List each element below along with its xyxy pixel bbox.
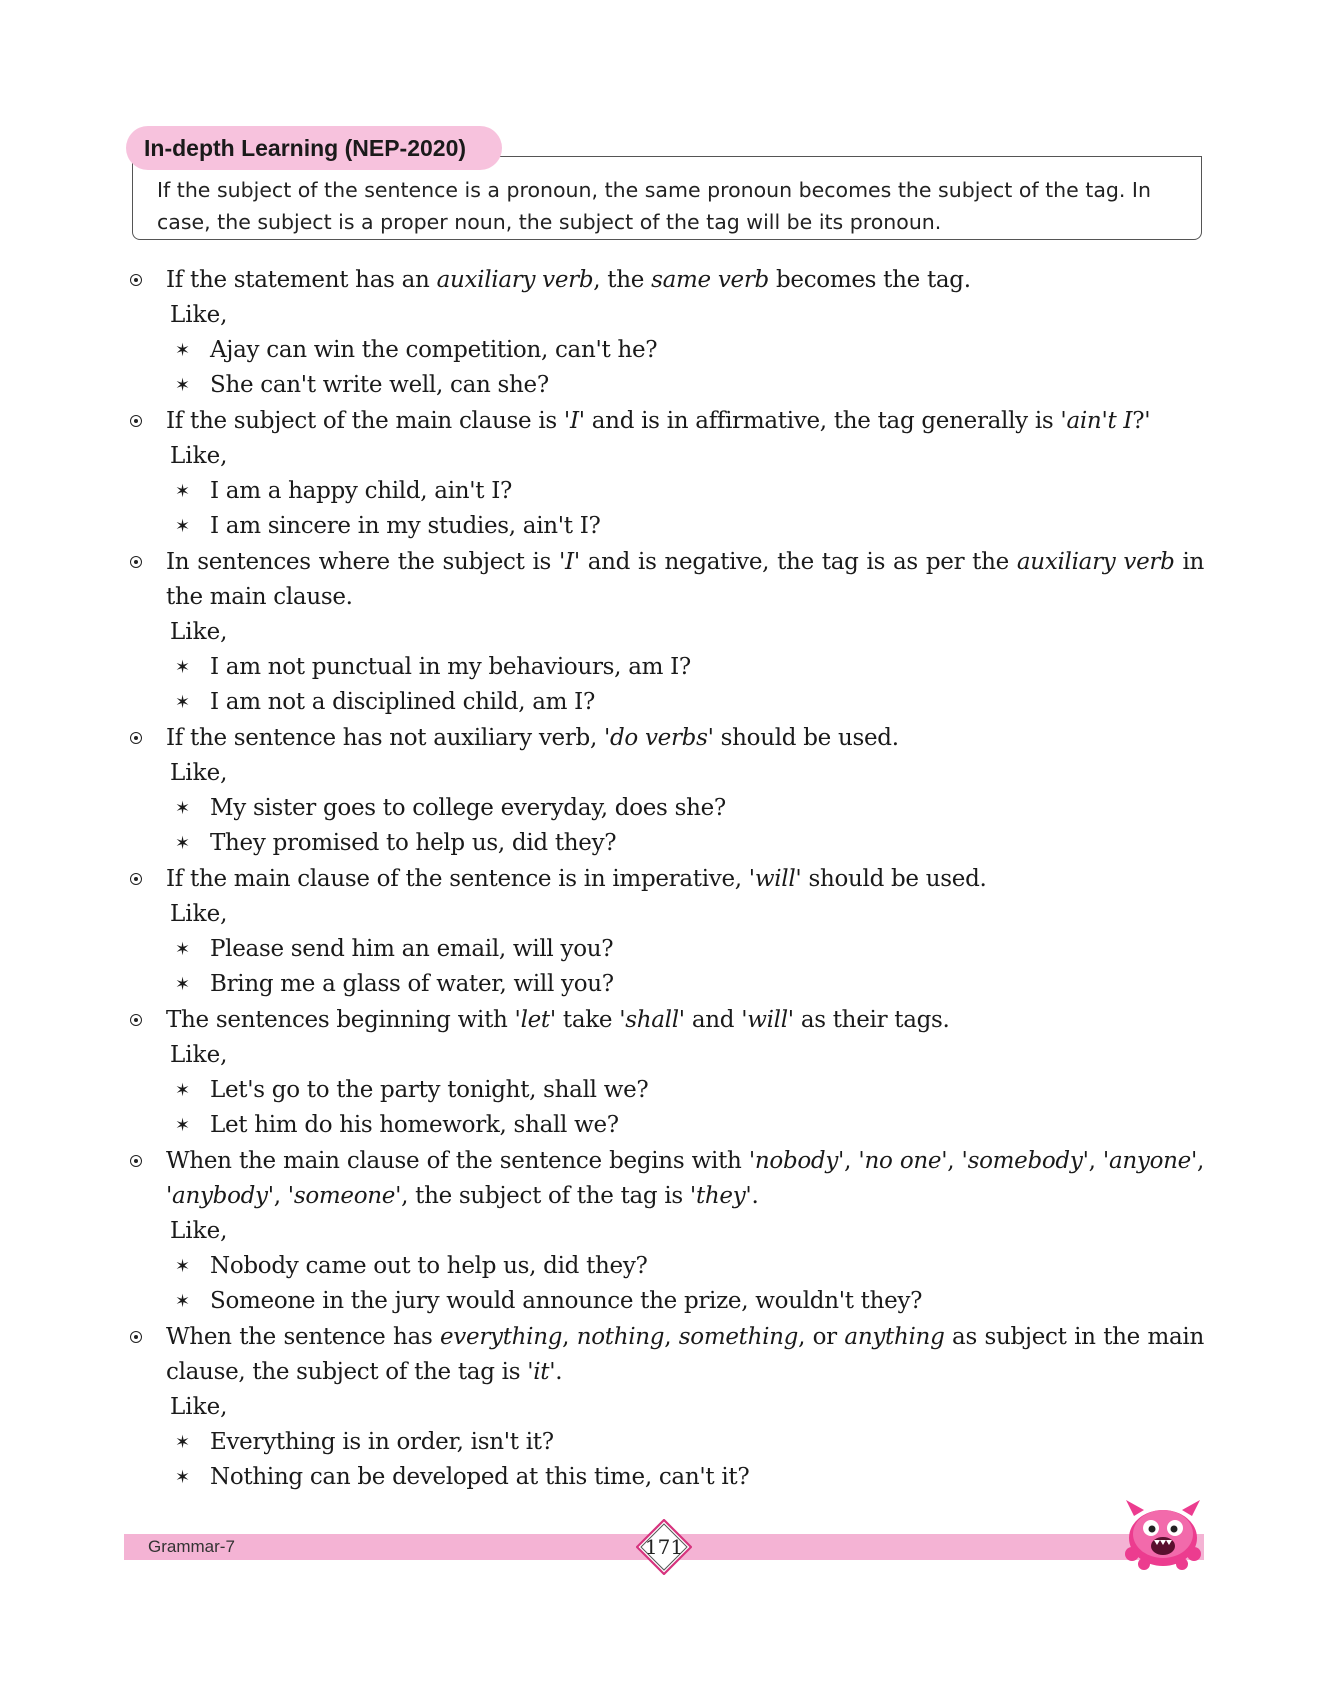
circle-dot-bullet-icon — [130, 1331, 142, 1343]
example-text: Everything is in order, isn't it? — [210, 1429, 554, 1455]
example-item — [124, 333, 1204, 368]
star-bullet-icon: ✶ — [175, 516, 190, 537]
star-bullet-icon: ✶ — [175, 1432, 190, 1453]
example-text: I am sincere in my studies, ain't I? — [210, 513, 601, 539]
rule-emphasis: auxiliary verb — [436, 267, 594, 293]
rule-emphasis: anyone — [1108, 1148, 1191, 1174]
example-item — [124, 474, 1204, 509]
rule-text-segment: , — [664, 1324, 679, 1350]
footer-book-title: Grammar-7 — [148, 1537, 235, 1556]
like-label: Like, — [170, 901, 228, 927]
example-text: My sister goes to college everyday, does she? — [210, 795, 726, 821]
like-label: Like, — [170, 443, 228, 469]
rule-text — [166, 721, 1204, 756]
example-item — [124, 509, 1204, 544]
like-label: Like, — [170, 302, 228, 328]
rule-emphasis: somebody — [967, 1148, 1083, 1174]
rule-emphasis: it — [533, 1359, 550, 1385]
rule-text-segment: ' should be used. — [795, 866, 987, 892]
pink-monster-mascot-icon — [1118, 1494, 1208, 1570]
rule-emphasis: nobody — [754, 1148, 839, 1174]
rule-emphasis: auxiliary verb — [1016, 549, 1175, 575]
rule-text-segment: If the statement has an — [166, 267, 437, 293]
like-label: Like, — [170, 1394, 228, 1420]
example-item — [124, 967, 1204, 1002]
rule-text-segment: ' and ' — [678, 1007, 748, 1033]
like-label: Like, — [170, 1218, 228, 1244]
star-bullet-icon: ✶ — [175, 1291, 190, 1312]
rule-text-segment: When the sentence has — [166, 1324, 440, 1350]
star-bullet-icon: ✶ — [175, 1256, 190, 1277]
example-text: Please send him an email, will you? — [210, 936, 614, 962]
rule-text — [166, 1320, 1204, 1390]
rule-text — [166, 1003, 1204, 1038]
example-text: I am not a disciplined child, am I? — [210, 689, 595, 715]
example-item — [124, 368, 1204, 403]
rule-text-segment: '. — [549, 1359, 563, 1385]
rule-text-segment: , the — [593, 267, 652, 293]
rule-text-segment: ' and is in affirmative, the tag generally is ' — [578, 408, 1067, 434]
rule-text-segment: If the sentence has not auxiliary verb, ' — [166, 725, 610, 751]
rule-text-segment: The sentences beginning with ' — [166, 1007, 521, 1033]
rule-text — [166, 1144, 1204, 1214]
example-text: They promised to help us, did they? — [210, 830, 617, 856]
rule-text-segment: When the main clause of the sentence begins with ' — [166, 1148, 755, 1174]
example-item — [124, 1460, 1204, 1495]
example-text: Someone in the jury would announce the prize, wouldn't they? — [210, 1288, 923, 1314]
rule-emphasis: nothing — [576, 1324, 665, 1350]
example-item — [124, 1108, 1204, 1143]
rules-list — [124, 262, 1204, 1495]
example-text: Let him do his homework, shall we? — [210, 1112, 619, 1138]
rule-text-segment: In sentences where the subject is ' — [166, 549, 566, 575]
example-text: Bring me a glass of water, will you? — [210, 971, 614, 997]
rule-emphasis: do verbs — [609, 725, 708, 751]
circle-dot-bullet-icon — [130, 1155, 142, 1167]
rule-emphasis: ain't I — [1066, 408, 1133, 434]
rule-text — [166, 263, 1204, 298]
rule-text — [166, 545, 1204, 615]
example-text: She can't write well, can she? — [210, 372, 549, 398]
rule-emphasis: let — [520, 1007, 550, 1033]
star-bullet-icon: ✶ — [175, 939, 190, 960]
example-text: Nobody came out to help us, did they? — [210, 1253, 648, 1279]
circle-dot-bullet-icon — [130, 1014, 142, 1026]
star-bullet-icon: ✶ — [175, 1467, 190, 1488]
page-number: 171 — [644, 1535, 684, 1559]
rule-emphasis: I — [565, 549, 574, 575]
rule-text-segment: ' take ' — [549, 1007, 626, 1033]
rule-item — [124, 263, 1204, 298]
rule-item — [124, 721, 1204, 756]
rule-text-segment: '. — [745, 1183, 759, 1209]
star-bullet-icon: ✶ — [175, 798, 190, 819]
rule-emphasis: everything — [440, 1324, 563, 1350]
like-label: Like, — [170, 1042, 228, 1068]
rule-item — [124, 1320, 1204, 1390]
rule-text-segment: as subject in the main clause, the subject of the tag is ' — [166, 1324, 1205, 1385]
circle-dot-bullet-icon — [130, 732, 142, 744]
rule-item — [124, 1144, 1204, 1214]
example-item — [124, 685, 1204, 720]
rule-text-segment: , or — [798, 1324, 845, 1350]
example-text: I am not punctual in my behaviours, am I? — [210, 654, 691, 680]
example-item — [124, 826, 1204, 861]
example-text: I am a happy child, ain't I? — [210, 478, 513, 504]
nep-body-text: If the subject of the sentence is a pronoun, the same pronoun becomes the subject of the tag. In case, the subject is a proper noun, the subject of the tag will be its pronoun. — [157, 178, 1151, 234]
rule-text-segment: ', ' — [267, 1183, 294, 1209]
example-text: Let's go to the party tonight, shall we? — [210, 1077, 649, 1103]
example-item — [124, 791, 1204, 826]
star-bullet-icon: ✶ — [175, 340, 190, 361]
rule-text-segment: , — [562, 1324, 577, 1350]
rule-emphasis: anybody — [172, 1183, 268, 1209]
example-item — [124, 1073, 1204, 1108]
rule-text — [166, 404, 1204, 439]
circle-dot-bullet-icon — [130, 556, 142, 568]
example-item — [124, 1249, 1204, 1284]
rule-emphasis: I — [569, 408, 579, 434]
star-bullet-icon: ✶ — [175, 1115, 190, 1136]
rule-text-segment: becomes the tag. — [768, 267, 971, 293]
rule-text-segment: ', ' — [166, 1148, 1204, 1209]
rule-text-segment: ' should be used. — [707, 725, 899, 751]
rule-text-segment: ', ' — [838, 1148, 865, 1174]
example-text: Nothing can be developed at this time, can't it? — [210, 1464, 750, 1490]
circle-dot-bullet-icon — [130, 873, 142, 885]
example-text: Ajay can win the competition, can't he? — [210, 337, 658, 363]
star-bullet-icon: ✶ — [175, 375, 190, 396]
star-bullet-icon: ✶ — [175, 657, 190, 678]
rule-emphasis: shall — [625, 1007, 679, 1033]
nep-section-title: In-depth Learning (NEP-2020) — [126, 126, 502, 170]
rule-item — [124, 1003, 1204, 1038]
star-bullet-icon: ✶ — [175, 481, 190, 502]
rule-item — [124, 404, 1204, 439]
example-item — [124, 1425, 1204, 1460]
rule-text-segment: ' as their tags. — [787, 1007, 950, 1033]
star-bullet-icon: ✶ — [175, 833, 190, 854]
star-bullet-icon: ✶ — [175, 1080, 190, 1101]
rule-emphasis: no one — [864, 1148, 942, 1174]
rule-text-segment: ', ' — [941, 1148, 968, 1174]
rule-emphasis: same verb — [651, 267, 769, 293]
rule-text-segment: ', the subject of the tag is ' — [395, 1183, 696, 1209]
rule-emphasis: anything — [844, 1324, 945, 1350]
rule-text-segment: ', ' — [1082, 1148, 1109, 1174]
circle-dot-bullet-icon — [130, 415, 142, 427]
rule-text-segment: ?' — [1132, 408, 1151, 434]
rule-emphasis: someone — [293, 1183, 396, 1209]
rule-text — [166, 862, 1204, 897]
like-label: Like, — [170, 760, 228, 786]
rule-emphasis: something — [678, 1324, 799, 1350]
rule-item — [124, 545, 1204, 615]
rule-item — [124, 862, 1204, 897]
rule-text-segment: If the subject of the main clause is ' — [166, 408, 570, 434]
example-item — [124, 1284, 1204, 1319]
rule-text-segment: If the main clause of the sentence is in imperative, ' — [166, 866, 755, 892]
rule-emphasis: will — [747, 1007, 788, 1033]
rule-text-segment: ' and is negative, the tag is as per the — [573, 549, 1017, 575]
example-item — [124, 932, 1204, 967]
page-number-badge — [636, 1519, 692, 1575]
rule-emphasis: will — [754, 866, 796, 892]
rule-emphasis: they — [695, 1183, 746, 1209]
like-label: Like, — [170, 619, 228, 645]
rule-text-segment: in the main clause. — [166, 549, 1205, 610]
example-item — [124, 650, 1204, 685]
star-bullet-icon: ✶ — [175, 692, 190, 713]
circle-dot-bullet-icon — [130, 274, 142, 286]
star-bullet-icon: ✶ — [175, 974, 190, 995]
